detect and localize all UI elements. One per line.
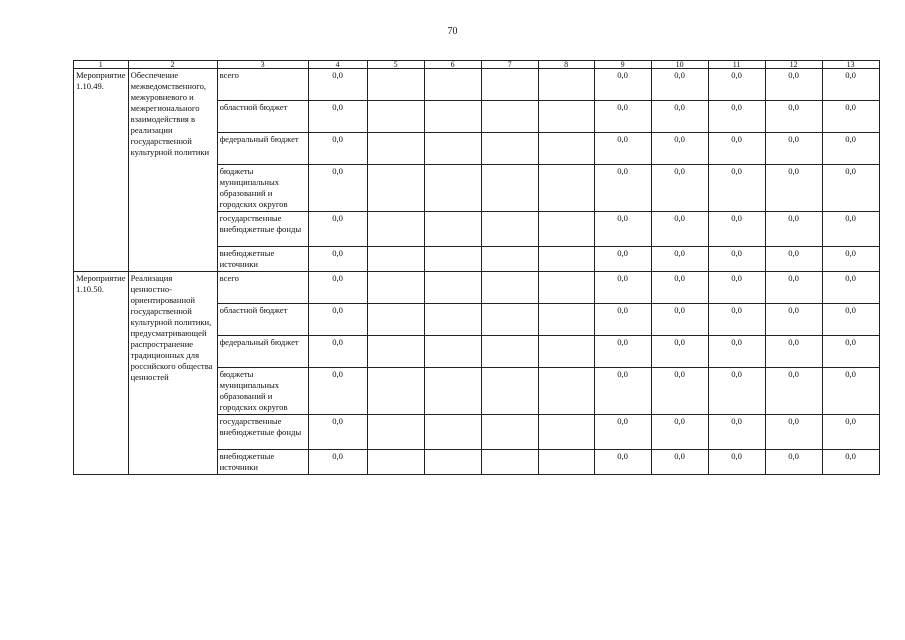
empty-cell-col-5: [367, 415, 424, 450]
value-cell-col-13: 0,0: [822, 212, 879, 247]
empty-cell-col-7: [481, 212, 538, 247]
value-cell-col-11: 0,0: [708, 165, 765, 212]
column-header-8: 8: [538, 61, 594, 69]
value-cell-col-10: 0,0: [651, 165, 708, 212]
funding-source: областной бюджет: [217, 304, 308, 336]
value-cell-col-12: 0,0: [765, 101, 822, 133]
value-cell-col-10: 0,0: [651, 415, 708, 450]
value-cell-col-11: 0,0: [708, 69, 765, 101]
empty-cell-col-7: [481, 336, 538, 368]
empty-cell-col-5: [367, 336, 424, 368]
empty-cell-col-5: [367, 165, 424, 212]
empty-cell-col-7: [481, 415, 538, 450]
value-cell-col-11: 0,0: [708, 304, 765, 336]
value-cell-col-13: 0,0: [822, 415, 879, 450]
value-cell-col-11: 0,0: [708, 101, 765, 133]
empty-cell-col-6: [424, 165, 481, 212]
value-cell-col-12: 0,0: [765, 247, 822, 272]
value-cell-col-4: 0,0: [308, 368, 367, 415]
table-body: [74, 61, 880, 475]
empty-cell-col-8: [538, 247, 594, 272]
value-cell-col-10: 0,0: [651, 133, 708, 165]
funding-source: бюджеты муниципальных образований и городских округов: [217, 165, 308, 212]
empty-cell-col-7: [481, 247, 538, 272]
value-cell-col-4: 0,0: [308, 69, 367, 101]
value-cell-col-4: 0,0: [308, 101, 367, 133]
empty-cell-col-8: [538, 415, 594, 450]
value-cell-col-13: 0,0: [822, 336, 879, 368]
value-cell-col-11: 0,0: [708, 272, 765, 304]
value-cell-col-13: 0,0: [822, 450, 879, 475]
funding-source: государственные внебюджетные фонды: [217, 415, 308, 450]
value-cell-col-9: 0,0: [594, 69, 651, 101]
value-cell-col-12: 0,0: [765, 165, 822, 212]
empty-cell-col-8: [538, 336, 594, 368]
empty-cell-col-7: [481, 165, 538, 212]
funding-source: федеральный бюджет: [217, 133, 308, 165]
value-cell-col-10: 0,0: [651, 101, 708, 133]
funding-source: внебюджетные источники: [217, 247, 308, 272]
empty-cell-col-5: [367, 450, 424, 475]
value-cell-col-9: 0,0: [594, 272, 651, 304]
table-row: [74, 69, 880, 101]
value-cell-col-12: 0,0: [765, 415, 822, 450]
measure-title: Обеспечение межведомственного, межуровневого и межрегионального взаимодействия в реализации государственной культурной политики: [128, 69, 217, 272]
column-header-13: 13: [822, 61, 879, 69]
value-cell-col-9: 0,0: [594, 101, 651, 133]
empty-cell-col-6: [424, 101, 481, 133]
empty-cell-col-8: [538, 212, 594, 247]
value-cell-col-11: 0,0: [708, 133, 765, 165]
funding-source: областной бюджет: [217, 101, 308, 133]
value-cell-col-12: 0,0: [765, 336, 822, 368]
empty-cell-col-8: [538, 368, 594, 415]
value-cell-col-13: 0,0: [822, 165, 879, 212]
value-cell-col-10: 0,0: [651, 304, 708, 336]
value-cell-col-4: 0,0: [308, 212, 367, 247]
value-cell-col-4: 0,0: [308, 336, 367, 368]
empty-cell-col-6: [424, 69, 481, 101]
value-cell-col-12: 0,0: [765, 450, 822, 475]
column-header-6: 6: [424, 61, 481, 69]
value-cell-col-4: 0,0: [308, 415, 367, 450]
value-cell-col-9: 0,0: [594, 336, 651, 368]
empty-cell-col-6: [424, 304, 481, 336]
empty-cell-col-6: [424, 368, 481, 415]
empty-cell-col-6: [424, 247, 481, 272]
value-cell-col-10: 0,0: [651, 212, 708, 247]
value-cell-col-11: 0,0: [708, 450, 765, 475]
value-cell-col-12: 0,0: [765, 133, 822, 165]
value-cell-col-9: 0,0: [594, 304, 651, 336]
value-cell-col-11: 0,0: [708, 212, 765, 247]
value-cell-col-10: 0,0: [651, 247, 708, 272]
empty-cell-col-5: [367, 272, 424, 304]
funding-source: государственные внебюджетные фонды: [217, 212, 308, 247]
empty-cell-col-5: [367, 304, 424, 336]
empty-cell-col-8: [538, 304, 594, 336]
value-cell-col-12: 0,0: [765, 304, 822, 336]
column-header-12: 12: [765, 61, 822, 69]
value-cell-col-12: 0,0: [765, 368, 822, 415]
value-cell-col-11: 0,0: [708, 415, 765, 450]
empty-cell-col-5: [367, 247, 424, 272]
value-cell-col-13: 0,0: [822, 133, 879, 165]
funding-source: внебюджетные источники: [217, 450, 308, 475]
value-cell-col-12: 0,0: [765, 69, 822, 101]
funding-source: всего: [217, 69, 308, 101]
column-header-2: 2: [128, 61, 217, 69]
value-cell-col-9: 0,0: [594, 247, 651, 272]
value-cell-col-12: 0,0: [765, 272, 822, 304]
value-cell-col-9: 0,0: [594, 368, 651, 415]
empty-cell-col-8: [538, 133, 594, 165]
value-cell-col-10: 0,0: [651, 69, 708, 101]
empty-cell-col-6: [424, 450, 481, 475]
value-cell-col-4: 0,0: [308, 165, 367, 212]
funding-source: бюджеты муниципальных образований и городских округов: [217, 368, 308, 415]
empty-cell-col-7: [481, 272, 538, 304]
column-header-3: 3: [217, 61, 308, 69]
value-cell-col-9: 0,0: [594, 415, 651, 450]
value-cell-col-12: 0,0: [765, 212, 822, 247]
column-header-4: 4: [308, 61, 367, 69]
empty-cell-col-8: [538, 450, 594, 475]
value-cell-col-13: 0,0: [822, 304, 879, 336]
column-header-11: 11: [708, 61, 765, 69]
table-row: [74, 272, 880, 304]
empty-cell-col-5: [367, 69, 424, 101]
funding-source: федеральный бюджет: [217, 336, 308, 368]
empty-cell-col-8: [538, 165, 594, 212]
empty-cell-col-7: [481, 450, 538, 475]
empty-cell-col-6: [424, 212, 481, 247]
empty-cell-col-5: [367, 101, 424, 133]
value-cell-col-9: 0,0: [594, 165, 651, 212]
column-header-9: 9: [594, 61, 651, 69]
column-number-row: [74, 61, 880, 69]
empty-cell-col-6: [424, 272, 481, 304]
empty-cell-col-7: [481, 133, 538, 165]
empty-cell-col-5: [367, 212, 424, 247]
value-cell-col-11: 0,0: [708, 247, 765, 272]
value-cell-col-4: 0,0: [308, 450, 367, 475]
value-cell-col-13: 0,0: [822, 272, 879, 304]
measure-title: Реализация ценностно-ориентированной государственной культурной политики, предусматривающей распространение традиционных для российского общества ценностей: [128, 272, 217, 475]
empty-cell-col-8: [538, 101, 594, 133]
value-cell-col-10: 0,0: [651, 336, 708, 368]
funding-source: всего: [217, 272, 308, 304]
measure-code: Мероприятие 1.10.49.: [74, 69, 129, 272]
empty-cell-col-7: [481, 304, 538, 336]
empty-cell-col-7: [481, 101, 538, 133]
value-cell-col-4: 0,0: [308, 133, 367, 165]
value-cell-col-13: 0,0: [822, 368, 879, 415]
value-cell-col-10: 0,0: [651, 368, 708, 415]
empty-cell-col-8: [538, 272, 594, 304]
empty-cell-col-7: [481, 69, 538, 101]
value-cell-col-13: 0,0: [822, 101, 879, 133]
column-header-1: 1: [74, 61, 129, 69]
empty-cell-col-6: [424, 336, 481, 368]
value-cell-col-9: 0,0: [594, 133, 651, 165]
value-cell-col-4: 0,0: [308, 272, 367, 304]
value-cell-col-11: 0,0: [708, 368, 765, 415]
page-number: 70: [447, 26, 458, 37]
empty-cell-col-8: [538, 69, 594, 101]
value-cell-col-10: 0,0: [651, 272, 708, 304]
value-cell-col-9: 0,0: [594, 450, 651, 475]
empty-cell-col-5: [367, 368, 424, 415]
empty-cell-col-5: [367, 133, 424, 165]
empty-cell-col-6: [424, 415, 481, 450]
empty-cell-col-6: [424, 133, 481, 165]
value-cell-col-11: 0,0: [708, 336, 765, 368]
value-cell-col-13: 0,0: [822, 69, 879, 101]
column-header-7: 7: [481, 61, 538, 69]
value-cell-col-4: 0,0: [308, 247, 367, 272]
budget-table: [73, 60, 880, 475]
column-header-5: 5: [367, 61, 424, 69]
value-cell-col-13: 0,0: [822, 247, 879, 272]
empty-cell-col-7: [481, 368, 538, 415]
value-cell-col-9: 0,0: [594, 212, 651, 247]
column-header-10: 10: [651, 61, 708, 69]
measure-code: Мероприятие 1.10.50.: [74, 272, 129, 475]
value-cell-col-10: 0,0: [651, 450, 708, 475]
value-cell-col-4: 0,0: [308, 304, 367, 336]
